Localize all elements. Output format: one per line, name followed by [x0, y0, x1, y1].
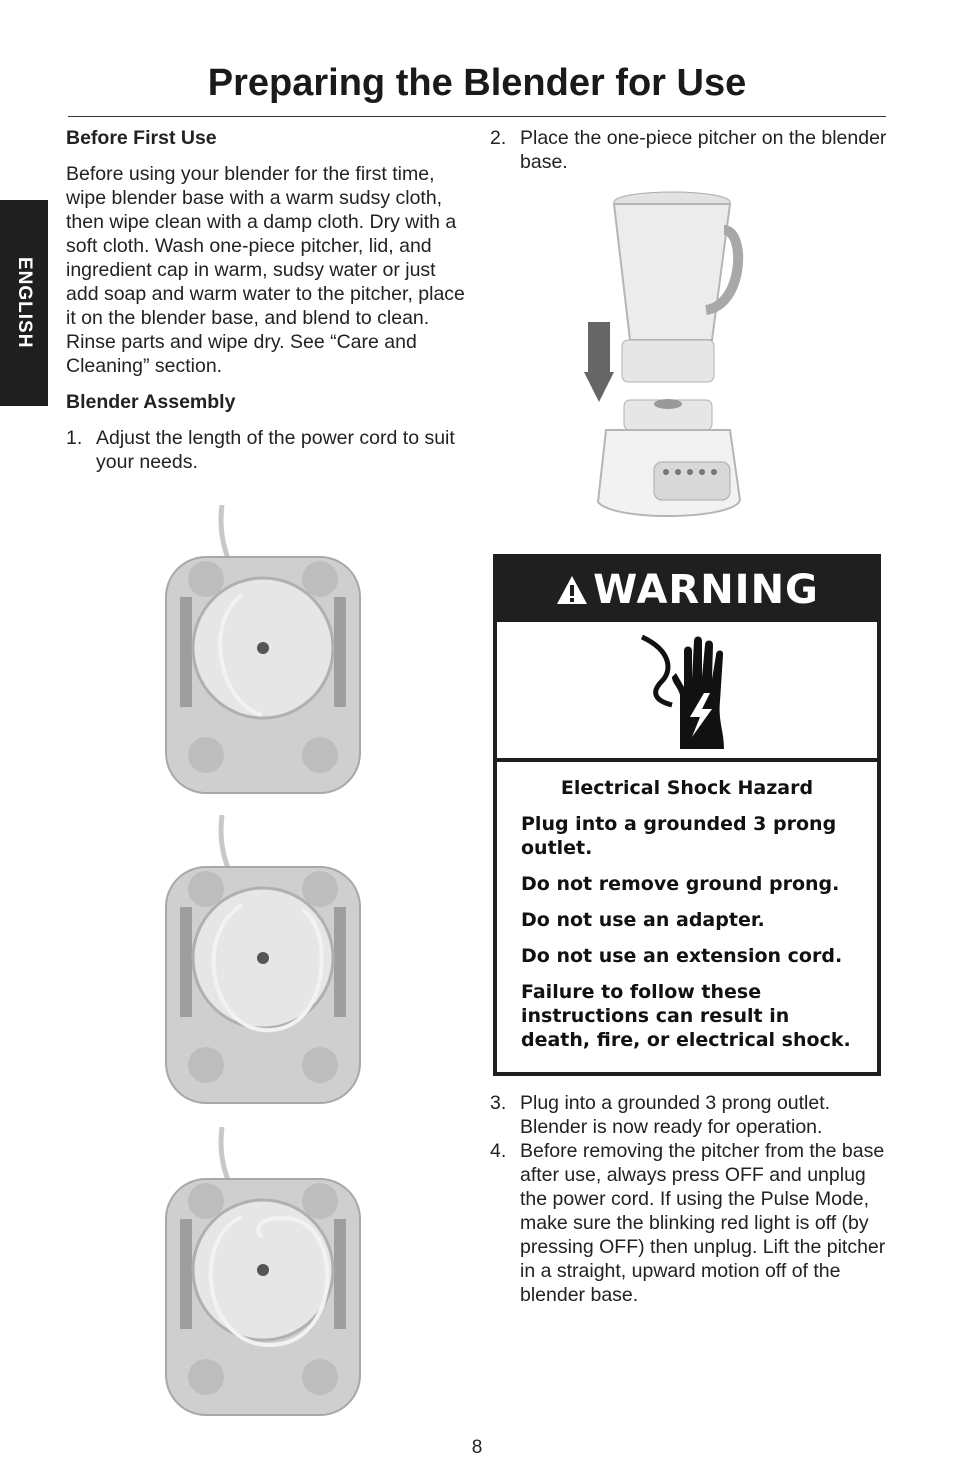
step-2-number: 2. [490, 127, 507, 149]
warning-line: Do not use an extension cord. [521, 945, 843, 967]
cord-routing-illustration-3 [162, 1127, 364, 1419]
step-4 [490, 1139, 890, 1307]
warning-header [497, 558, 877, 622]
page-title: Preparing the Blender for Use [207, 62, 747, 104]
blender-pitcher-illustration [584, 190, 744, 530]
before-first-use-text: Before using your blender for the first time, wipe blender base with a warm sudsy cloth, then wipe clean with a damp cloth. Dry with a soft cloth. Wash one-piece pitcher, lid, and ingredient cap in warm, sudsy water or just add soap and warm water to the pitcher, place it on the blender base, and blend to clean. Rinse parts and wipe dry. See “Care and Cleaning” section. [66, 163, 465, 377]
step-2 [490, 126, 890, 174]
warning-title: WARNING [593, 567, 819, 613]
cord-routing-illustration-2 [162, 815, 364, 1107]
warning-line: Plug into a grounded 3 prong outlet. [521, 813, 837, 859]
before-first-use-heading: Before First Use [66, 127, 217, 149]
hazard-title: Electrical Shock Hazard [560, 777, 814, 799]
language-tab [0, 200, 48, 406]
step-1-text: Adjust the length of the power cord to suit your needs. [96, 427, 455, 473]
warning-line: Do not use an adapter. [521, 909, 765, 931]
step-3-number: 3. [490, 1092, 507, 1114]
step-4-text: Before removing the pitcher from the base after use, always press OFF and unplug the power cord. If using the Pulse Mode, make sure the blinking red light is off (by pressing OFF) then unplug. Lift the pitcher in a straight, upward motion off of the blender base. [520, 1140, 886, 1306]
cord-routing-illustration-1 [162, 505, 364, 797]
page-number: 8 [471, 1437, 483, 1458]
warning-triangle-icon [555, 574, 589, 606]
blender-assembly-heading: Blender Assembly [66, 391, 236, 413]
step-3 [490, 1091, 890, 1139]
warning-line: Failure to follow these instructions can result in death, fire, or electrical shock. [521, 981, 851, 1051]
step-3-text: Plug into a grounded 3 prong outlet. Blender is now ready for operation. [520, 1092, 831, 1138]
warning-text [497, 762, 877, 1052]
left-column [66, 126, 466, 474]
title-divider [68, 116, 886, 117]
step-2-text: Place the one-piece pitcher on the blender base. [520, 127, 887, 173]
step-1 [66, 426, 466, 474]
step-1-number: 1. [66, 427, 83, 449]
step-4-number: 4. [490, 1140, 507, 1162]
warning-line: Do not remove ground prong. [521, 873, 840, 895]
steps-3-4 [490, 1091, 890, 1307]
language-tab-label: ENGLISH [14, 257, 35, 349]
shock-hazard-symbol [497, 622, 877, 762]
warning-box [493, 554, 881, 1076]
electric-shock-hand-icon [632, 631, 742, 749]
